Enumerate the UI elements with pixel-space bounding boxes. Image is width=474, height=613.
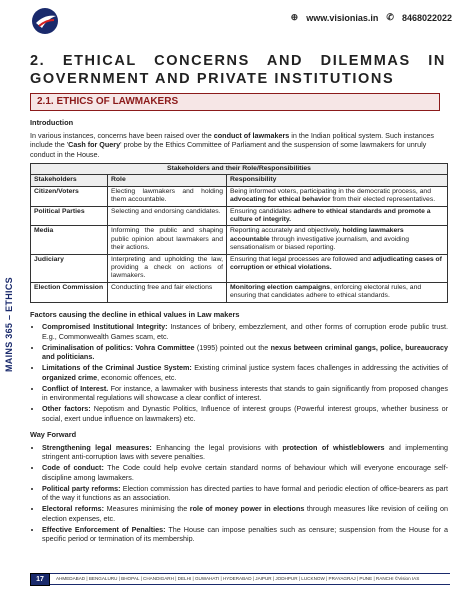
intro-bold: Cash for Query xyxy=(68,140,121,149)
list-item: • Effective Enforcement of Penalties: The House can impose penalties such as censure; suspension from the House for a specific period or termination of its membership. xyxy=(42,525,448,544)
intro-paragraph xyxy=(30,131,448,160)
list-item: • Conflict of Interest. For instance, a lawmaker with business interests that stands to gain significantly from proposed changes in environmental regulations will showcase a clear conflict of interest. xyxy=(42,384,448,403)
responsibility-cell: Monitoring election campaigns, enforcing electoral rules, and ensuring that candidates adhere to ethical standards. xyxy=(227,282,448,302)
page-footer xyxy=(30,573,450,585)
table-header: Stakeholders xyxy=(31,175,108,186)
table-row xyxy=(31,226,448,254)
role-cell: Selecting and endorsing candidates. xyxy=(108,206,227,226)
header-contact xyxy=(291,12,452,23)
factors-heading: Factors causing the decline in ethical values in Law makers xyxy=(30,309,240,319)
table-row xyxy=(31,254,448,282)
list-item: • Limitations of the Criminal Justice System: Existing criminal justice system faces challenges in addressing the activities of organized crime, economic offences, etc. xyxy=(42,363,448,382)
footer-cities: AHMEDABAD | BENGALURU | BHOPAL | CHANDIGARH | DELHI | GUWAHATI | HYDERABAD | JAIPUR | JODHPUR | LUCKNOW | PRAYAGRAJ | PUNE | RANCHI ©Vision IAS xyxy=(50,573,450,585)
stakeholders-table xyxy=(30,163,448,303)
list-item: • Other factors: Nepotism and Dynastic Politics, Influence of interest groups (Powerful interest groups, whether business or social, exert undue influence on lawmakers) etc. xyxy=(42,404,448,423)
responsibility-cell: Reporting accurately and objectively, holding lawmakers accountable through investigative journalism, and avoiding sensationalism or biased reporting. xyxy=(227,226,448,254)
role-cell: Electing lawmakers and holding them accountable. xyxy=(108,186,227,206)
table-header: Role xyxy=(108,175,227,186)
way-forward-heading: Way Forward xyxy=(30,430,77,440)
stakeholder-cell: Election Commission xyxy=(31,282,108,302)
table-row xyxy=(31,186,448,206)
page-number: 17 xyxy=(30,573,50,586)
intro-bold: conduct of lawmakers xyxy=(213,130,290,140)
factors-list xyxy=(30,322,448,423)
responsibility-cell: Ensuring candidates adhere to ethical standards and promote a culture of integrity. xyxy=(227,206,448,226)
list-item: • Criminalisation of politics: Vohra Committee (1995) pointed out the nexus between criminal gangs, police, bureaucracy and politicians. xyxy=(42,343,448,362)
role-cell: Informing the public and shaping public opinion about lawmakers and their actions. xyxy=(108,226,227,254)
responsibility-cell: Being informed voters, participating in the democratic process, and advocating for ethical behavior from their elected representatives. xyxy=(227,186,448,206)
intro-text: ' probe by the Ethics Committee of Parliament and the suspension of some lawmakers for unruly conduct in the House. xyxy=(30,140,427,159)
chapter-title: 2. ETHICAL CONCERNS AND DILEMMAS IN GOVERNMENT AND PRIVATE INSTITUTIONS xyxy=(30,53,446,87)
table-header: Responsibility xyxy=(227,175,448,186)
website-link[interactable]: www.visionias.in xyxy=(306,12,379,23)
table-row xyxy=(31,282,448,302)
list-item: • Political party reforms: Election commission has directed parties to have formal and periodic election of office-bearers as part of the way it functions as an association. xyxy=(42,484,448,503)
main-content xyxy=(30,118,448,545)
way-forward-list xyxy=(30,443,448,544)
intro-text: In various instances, concerns have been raised over the xyxy=(30,130,214,140)
list-item: • Code of conduct: The Code could help evolve certain standard norms of behaviour which will everyone encourage self-discipline among lawmakers. xyxy=(42,463,448,482)
responsibility-cell: Ensuring that legal processes are followed and adjudicating cases of corruption or ethical violations. xyxy=(227,254,448,282)
list-item: • Electoral reforms: Measures minimising the role of money power in elections through measures like revision of ceiling on election expenses, etc. xyxy=(42,504,448,523)
list-item: • Strengthening legal measures: Enhancing the legal provisions with protection of whistleblowers and implementing stringent anti-corruption laws with severe penalties. xyxy=(42,443,448,462)
role-cell: Interpreting and upholding the law, providing a check on actions of lawmakers. xyxy=(108,254,227,282)
globe-icon: ⊕ xyxy=(290,12,299,22)
role-cell: Conducting free and fair elections xyxy=(108,282,227,302)
stakeholder-cell: Citizen/Voters xyxy=(31,186,108,206)
table-row xyxy=(31,206,448,226)
intro-text: in the Indian political system. Such instances include the ' xyxy=(30,130,434,149)
stakeholder-cell: Media xyxy=(31,226,108,254)
vision-ias-logo xyxy=(30,6,60,36)
table-caption: Stakeholders and their Role/Responsibilities xyxy=(31,164,448,175)
intro-heading: Introduction xyxy=(30,118,74,127)
stakeholder-cell: Political Parties xyxy=(31,206,108,226)
phone-number: 8468022022 xyxy=(401,12,452,23)
section-title: 2.1. ETHICS OF LAWMAKERS xyxy=(30,93,440,111)
side-label: MAINS 365 – ETHICS xyxy=(4,277,14,373)
stakeholder-cell: Judiciary xyxy=(31,254,108,282)
list-item: • Compromised Institutional Integrity: Instances of bribery, embezzlement, and other forms of corruption erode public trust. E.g., Commonwealth Games scam, etc. xyxy=(42,322,448,341)
phone-icon: ✆ xyxy=(386,12,394,22)
